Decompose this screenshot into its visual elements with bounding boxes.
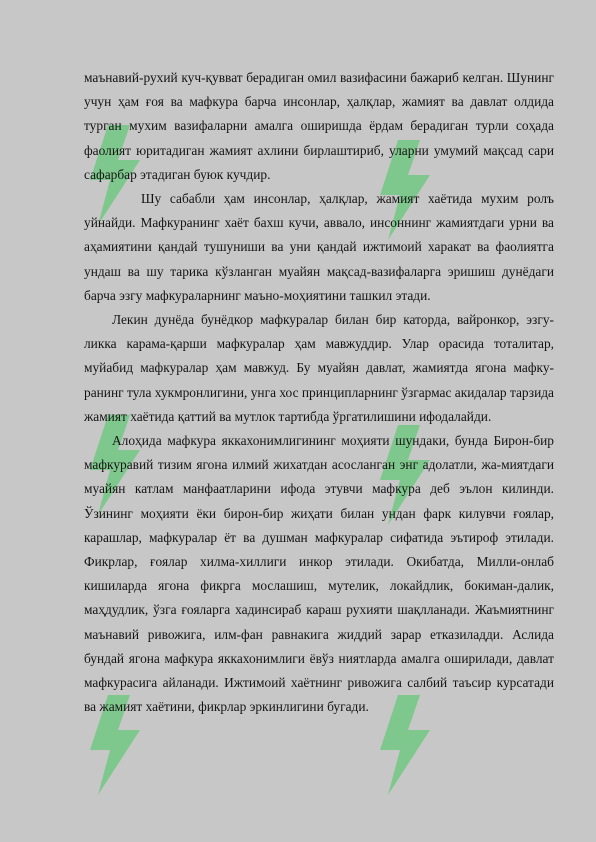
paragraph: Алоҳида мафкура яккахонимлигининг моҳияти шундаки, бунда Бирон-бир мафкуравий тизим ягона илмий жихатдан асосланган энг адолатли, жа-миятдаги муайян катлам манфаатларини ифода этувчи мафкура деб эълон килинди. Ўзининг моҳияти ёки бирон-бир жиҳати билан ундан фарк килувчи ғоялар, карашлар, мафкуралар ёт ва душман мафкуралар сифатида эътироф этилади. Фикрлар, ғоялар хилма-хиллиги инкор этилади. Окибатда, Милли-онлаб кишиларда ягона фикрга мослашиш, мутелик, локайдлик, бокиман-далик, маҳдудлик, ўзга ғояларга хадинсираб караш рухияти шақлланади. Жаъмиятнинг маънавий ривожига, илм-фан равнакига жиддий зарар етказиладди. Аслида бундай ягона мафкура яккахонимлиги ёвўз ниятларда амалга оширилади, давлат мафкурасига айланади. Ижтимоий хаётнинг ривожига салбий таъсир курсатади ва жамият хаётини, фикрлар эркинлигини бугади. — [84, 433, 554, 715]
paragraph: Лекин дунёда бунёдкор мафкуралар билан бир каторда, вайронкор, эзгу-ликка карама-қарши мафкуралар ҳам мавжуддир. Улар орасида тоталитар, муйабид мафкуралар ҳам мавжуд. Бу муайян давлат, жамиятда ягона мафку-ранинг тула хукмронлигини, унга хос принципларнинг ўзгармас акидалар тарзида жамият хаётида қаттий ва мутлок тартибда ўргатилишини ифодалайди. — [84, 312, 554, 424]
document-body — [84, 66, 554, 719]
paragraph: маънавий-рухий куч-қувват берадиган омил вазифасини бажариб келган. Шунинг учун ҳам ғоя ва мафкура барча инсонлар, ҳалқлар, жамият ва давлат олдида турган мухим вазифаларни амалга оширишда ёрдам берадиган турли соҳада фаолият юритадиган жамият ахлини бирлаштириб, уларни умумий мақсад сари сафарбар этадиган буюк кучдир. — [84, 70, 554, 182]
paragraph: Шу сабабли ҳам инсонлар, ҳалқлар, жамият хаётида мухим ролъ уйнайди. Мафкуранинг хаёт бахш кучи, аввало, инсоннинг жамиятдаги урни ва аҳамиятини қандай тушуниши ва уни қандай ижтимоий харакат ва фаолиятга ундаш ва шу тарика кўзланган муайян мақсад-вазифаларга эришиш дунёдаги барча эзгу мафкураларнинг маъно-моҳиятини ташкил этади. — [84, 191, 554, 303]
